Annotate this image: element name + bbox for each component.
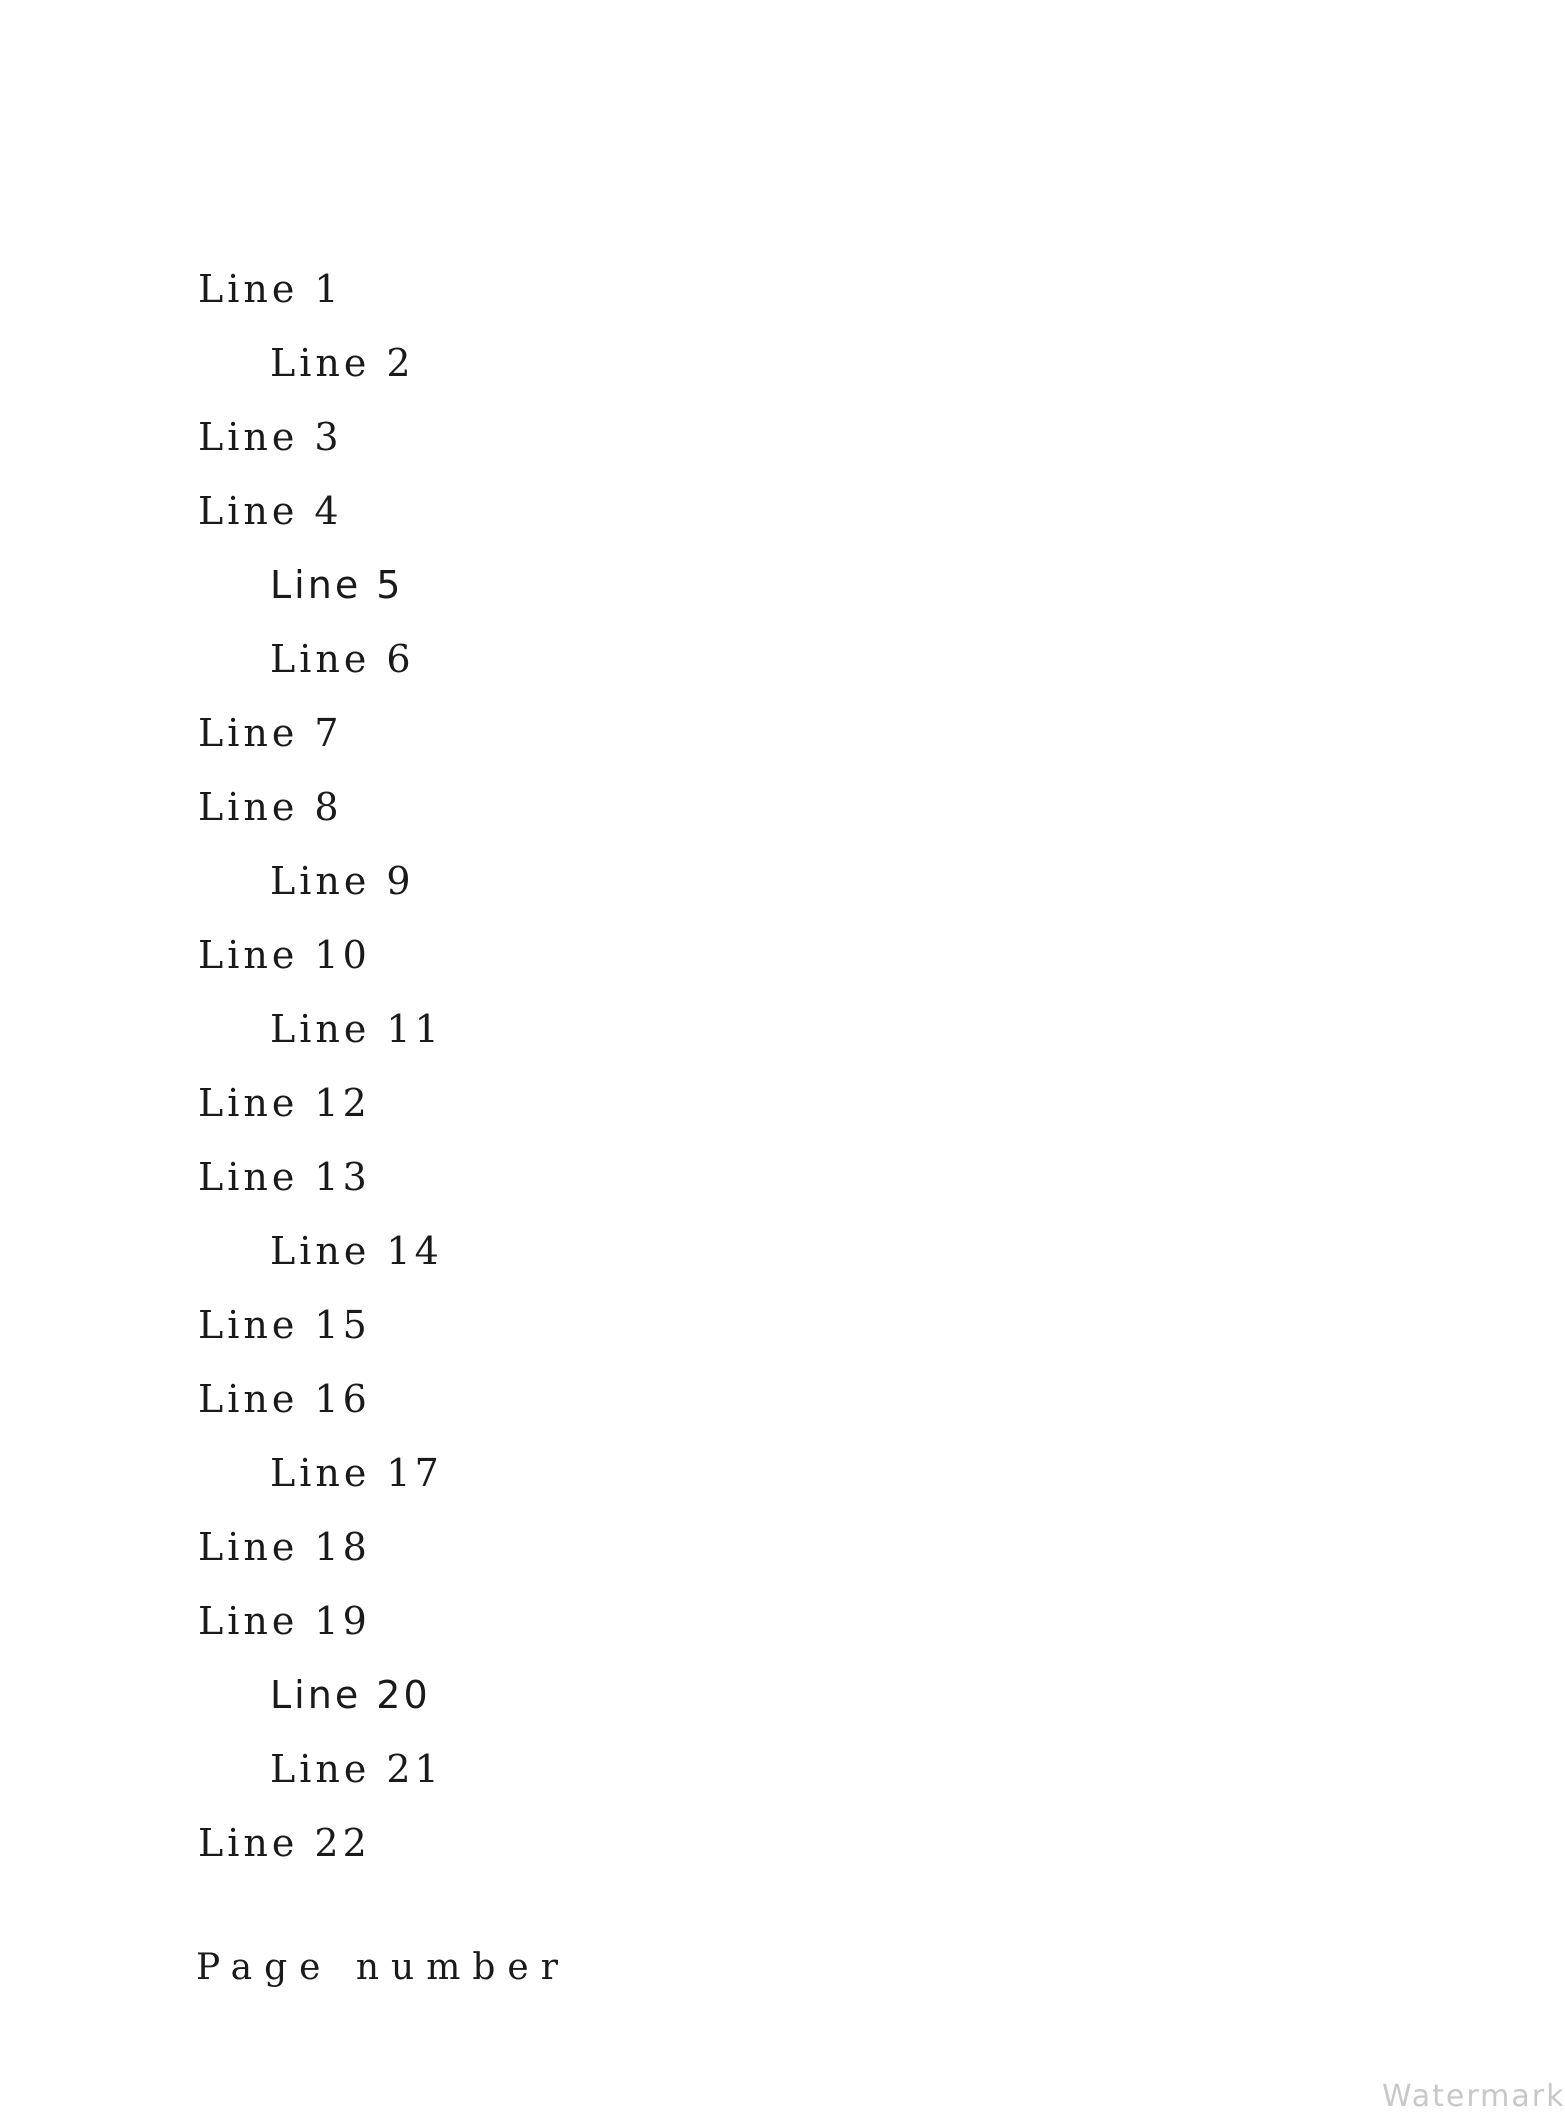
paragraph-line: Line 17 (270, 1451, 443, 1495)
section-heading: Line 20 (270, 1673, 431, 1717)
section-heading: Line 5 (270, 563, 404, 607)
paragraph-line: Line 15 (198, 1303, 371, 1347)
paragraph-line: Line 22 (198, 1821, 371, 1865)
paragraph-line: Line 14 (270, 1229, 443, 1273)
page-number: Page number (196, 1947, 570, 1988)
paragraph-line: Line 9 (270, 859, 415, 903)
paragraph-line: Line 7 (198, 711, 343, 755)
paragraph-line: Line 19 (198, 1599, 371, 1643)
paragraph-line: Line 4 (198, 489, 343, 533)
paragraph-line: Line 6 (270, 637, 415, 681)
watermark-logo: Watermark (1382, 2079, 1565, 2114)
paragraph-line: Line 21 (270, 1747, 443, 1791)
paragraph-line: Line 2 (270, 341, 415, 385)
paragraph-line: Line 12 (198, 1081, 371, 1125)
paragraph-line: Line 18 (198, 1525, 371, 1569)
paragraph-line: Line 16 (198, 1377, 371, 1421)
paragraph-line: Line 1 (198, 267, 343, 311)
paragraph-line: Line 10 (198, 933, 371, 977)
paragraph-line: Line 13 (198, 1155, 371, 1199)
paragraph-line: Line 11 (270, 1007, 443, 1051)
paragraph-line: Line 3 (198, 415, 343, 459)
paragraph-line: Line 8 (198, 785, 343, 829)
